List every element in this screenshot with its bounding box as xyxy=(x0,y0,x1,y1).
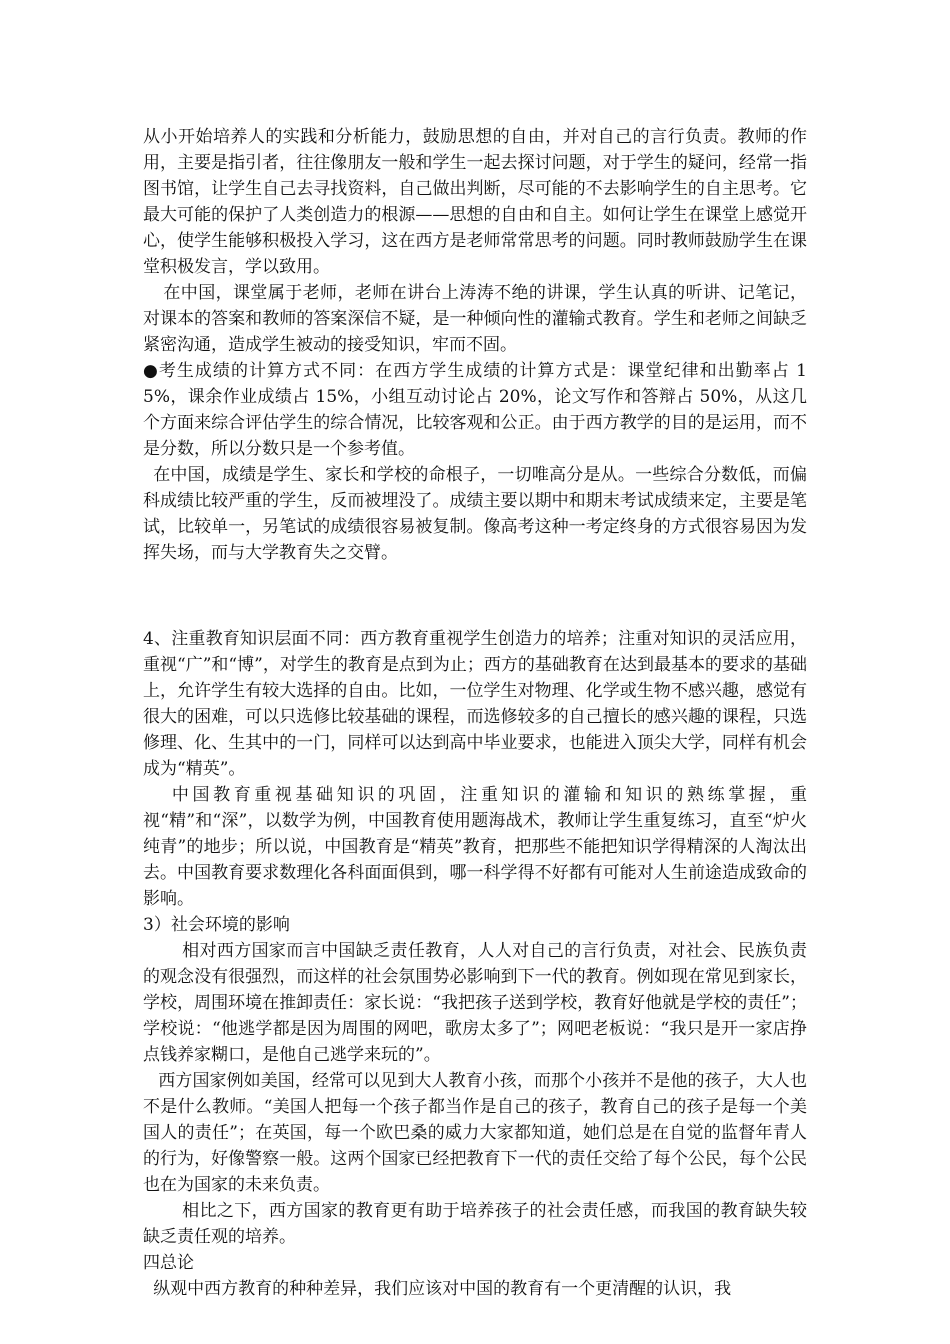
paragraph: 相比之下，西方国家的教育更有助于培养孩子的社会责任感，而我国的教育缺失较缺乏责任观的培养。 xyxy=(143,1201,807,1247)
document-page xyxy=(143,124,807,1302)
paragraph: 中国教育重视基础知识的巩固，注重知识的灌输和知识的熟练掌握，重视“精”和“深”，以数学为例，中国教育使用题海战术，教师让学生重复练习，直至“炉火纯青”的地步；所以说，中国教育是“精英”教育，把那些不能把知识学得精深的人淘汰出去。中国教育要求数理化各科面面俱到，哪一科学得不好都有可能对人生前途造成致命的影响。 xyxy=(143,785,807,909)
paragraph: 从小开始培养人的实践和分析能力，鼓励思想的自由，并对自己的言行负责。教师的作用，主要是指引者，往往像朋友一般和学生一起去探讨问题，对于学生的疑问，经常一指图书馆，让学生自己去寻找资料，自己做出判断，尽可能的不去影响学生的自主思考。它最大可能的保护了人类创造力的根源——思想的自由和自主。如何让学生在课堂上感觉开心，使学生能够积极投入学习，这在西方是老师常常思考的问题。同时教师鼓励学生在课堂积极发言，学以致用。 xyxy=(143,127,807,277)
paragraph: 在中国，课堂属于老师，老师在讲台上涛涛不绝的讲课，学生认真的听讲、记笔记，对课本的答案和教师的答案深信不疑，是一种倾向性的灌输式教育。学生和老师之间缺乏紧密沟通，造成学生被动的接受知识，牢而不固。 xyxy=(143,283,807,355)
paragraph: 纵观中西方教育的种种差异，我们应该对中国的教育有一个更清醒的认识，我 xyxy=(153,1279,732,1299)
paragraph: 西方国家例如美国，经常可以见到大人教育小孩，而那个小孩并不是他的孩子，大人也不是什么教师。“美国人把每一个孩子都当作是自己的孩子，教育自己的孩子是每一个美国人的责任”；在英国，每一个欧巴桑的威力大家都知道，她们总是在自觉的监督年青人的行为，好像警察一般。这两个国家已经把教育下一代的责任交给了每个公民，每个公民也在为国家的未来负责。 xyxy=(143,1071,807,1195)
paragraph: ●考生成绩的计算方式不同：在西方学生成绩的计算方式是：课堂纪律和出勤率占 15%，课余作业成绩占 15%，小组互动讨论占 20%，论文写作和答辩占 50%，从这几个方面来综合评估学生的综合情况，比较客观和公正。由于西方教学的目的是运用，而不是分数，所以分数只是一个参考值。 xyxy=(143,361,807,459)
blank-line xyxy=(143,583,807,609)
paragraph: 4、注重教育知识层面不同：西方教育重视学生创造力的培养；注重对知识的灵活应用，重视“广”和“博”，对学生的教育是点到为止；西方的基础教育在达到最基本的要求的基础上，允许学生有较大选择的自由。比如，一位学生对物理、化学或生物不感兴趣，感觉有很大的困难，可以只选修比较基础的课程，而选修较多的自己擅长的感兴趣的课程，只选修理、化、生其中的一门，同样可以达到高中毕业要求，也能进入顶尖大学，同样有机会成为“精英”。 xyxy=(143,629,807,779)
paragraph: 在中国，成绩是学生、家长和学校的命根子，一切唯高分是从。一些综合分数低，而偏科成绩比较严重的学生，反而被埋没了。成绩主要以期中和期末考试成绩来定，主要是笔试，比较单一，另笔试的成绩很容易被复制。像高考这种一考定终身的方式很容易因为发挥失场，而与大学教育失之交臂。 xyxy=(143,465,807,563)
paragraph: 四总论 xyxy=(143,1253,194,1273)
paragraph: 相对西方国家而言中国缺乏责任教育，人人对自己的言行负责，对社会、民族负责的观念没有很强烈，而这样的社会氛围势必影响到下一代的教育。例如现在常见到家长，学校，周围环境在推卸责任：家长说：“我把孩子送到学校，教育好他就是学校的责任”；学校说：“他逃学都是因为周围的网吧，歌房太多了”；网吧老板说：“我只是开一家店挣点钱养家糊口，是他自己逃学来玩的”。 xyxy=(143,941,807,1065)
paragraph: 3）社会环境的影响 xyxy=(143,915,290,935)
